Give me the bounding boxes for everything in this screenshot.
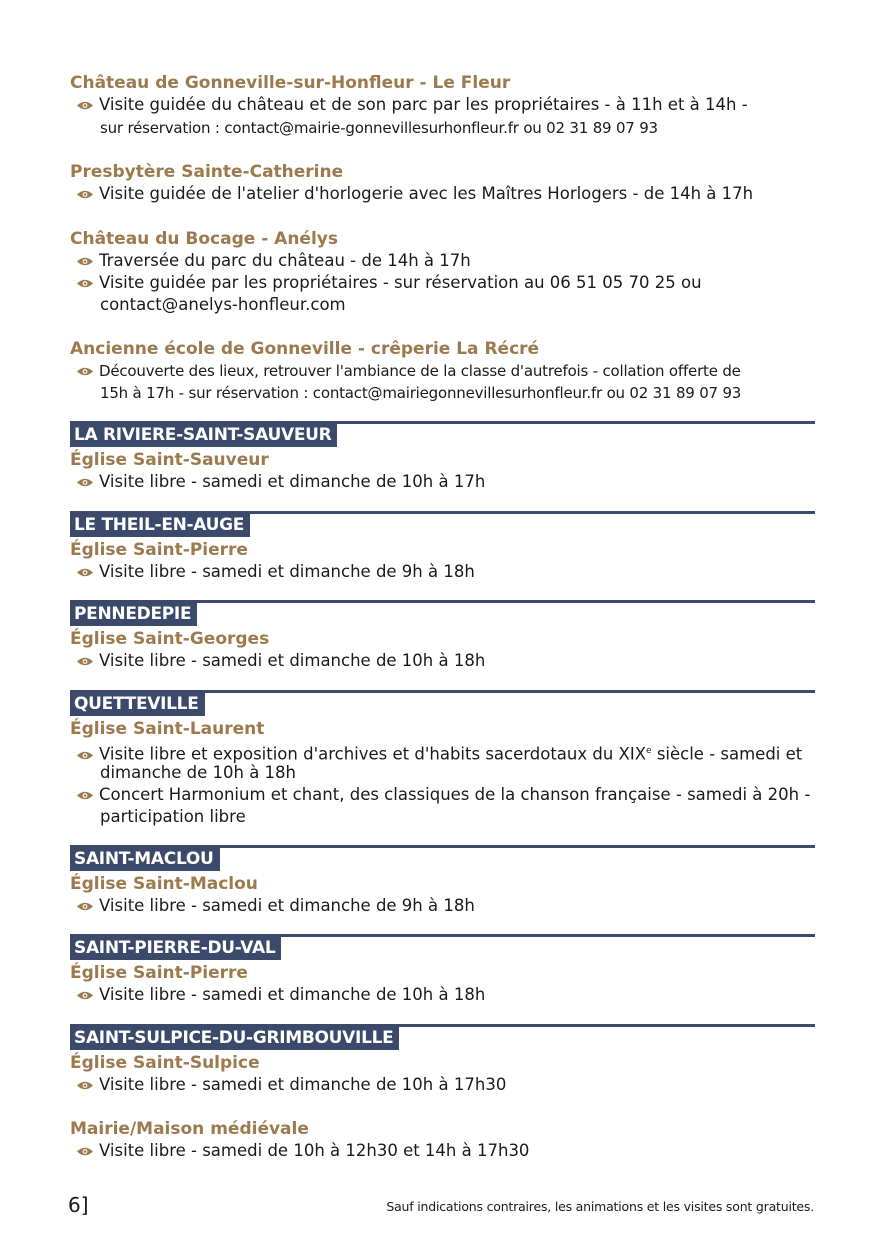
eye-icon [76,567,94,578]
eye-icon [76,750,94,761]
list-item-continuation: sur réservation : contact@mairie-gonnevillesurhonfleur.fr ou 02 31 89 07 93 [100,119,658,137]
venue-title: Église Saint-Sauveur [70,450,269,470]
list-item-continuation: participation libre [100,807,246,826]
eye-icon [76,901,94,912]
venue-title: Église Saint-Sulpice [70,1053,260,1073]
eye-icon [76,477,94,488]
commune-heading: SAINT-PIERRE-DU-VAL [70,937,281,960]
eye-icon [76,366,94,377]
list-item-continuation: 15h à 17h - sur réservation : contact@mairiegonnevillesurhonfleur.fr ou 02 31 89 07 93 [100,384,742,402]
list-item: Visite libre - samedi et dimanche de 9h à 18h [76,561,475,583]
eye-icon [76,790,94,801]
eye-icon [76,1080,94,1091]
eye-icon [76,256,94,267]
list-item: Visite libre - samedi et dimanche de 10h à 18h [76,984,485,1006]
list-item: Visite guidée du château et de son parc par les propriétaires - à 11h et à 14h - [76,94,748,116]
list-item-continuation: contact@anelys-honfleur.com [100,295,346,314]
page-number: 6] [68,1193,89,1217]
list-item: Visite libre - samedi et dimanche de 10h à 18h [76,650,485,672]
list-item: Visite libre et exposition d'archives et d'habits sacerdotaux du XIXe siècle - samedi et [76,740,802,766]
venue-title: Château du Bocage - Anélys [70,229,338,249]
commune-heading: SAINT-SULPICE-DU-GRIMBOUVILLE [70,1027,399,1050]
list-item: Concert Harmonium et chant, des classiques de la chanson française - samedi à 20h - [76,784,810,806]
list-item: Visite guidée par les propriétaires - sur réservation au 06 51 05 70 25 ou [76,272,702,294]
venue-title: Église Saint-Laurent [70,719,265,739]
venue-title: Église Saint-Pierre [70,963,248,983]
venue-title: Château de Gonneville-sur-Honfleur - Le Fleur [70,73,511,93]
commune-heading: LA RIVIERE-SAINT-SAUVEUR [70,424,337,447]
eye-icon [76,1146,94,1157]
eye-icon [76,990,94,1001]
list-item: Traversée du parc du château - de 14h à 17h [76,250,471,272]
list-item: Découverte des lieux, retrouver l'ambiance de la classe d'autrefois - collation offerte de [76,360,741,382]
venue-title: Église Saint-Maclou [70,874,258,894]
footer-note: Sauf indications contraires, les animations et les visites sont gratuites. [386,1199,814,1214]
eye-icon [76,656,94,667]
venue-title: Mairie/Maison médiévale [70,1119,309,1139]
commune-heading: SAINT-MACLOU [70,848,220,871]
venue-title: Ancienne école de Gonneville - crêperie La Récré [70,339,540,359]
commune-heading: PENNEDEPIE [70,603,197,626]
commune-heading: QUETTEVILLE [70,693,205,716]
eye-icon [76,278,94,289]
commune-heading: LE THEIL-EN-AUGE [70,514,250,537]
venue-title: Église Saint-Pierre [70,540,248,560]
list-item: Visite libre - samedi et dimanche de 9h à 18h [76,895,475,917]
venue-title: Presbytère Sainte-Catherine [70,162,344,182]
list-item: Visite libre - samedi de 10h à 12h30 et 14h à 17h30 [76,1140,529,1162]
list-item: Visite libre - samedi et dimanche de 10h à 17h30 [76,1074,506,1096]
eye-icon [76,100,94,111]
list-item-continuation: dimanche de 10h à 18h [100,763,297,782]
venue-title: Église Saint-Georges [70,629,270,649]
list-item: Visite guidée de l'atelier d'horlogerie avec les Maîtres Horlogers - de 14h à 17h [76,183,753,205]
list-item: Visite libre - samedi et dimanche de 10h à 17h [76,471,485,493]
eye-icon [76,189,94,200]
